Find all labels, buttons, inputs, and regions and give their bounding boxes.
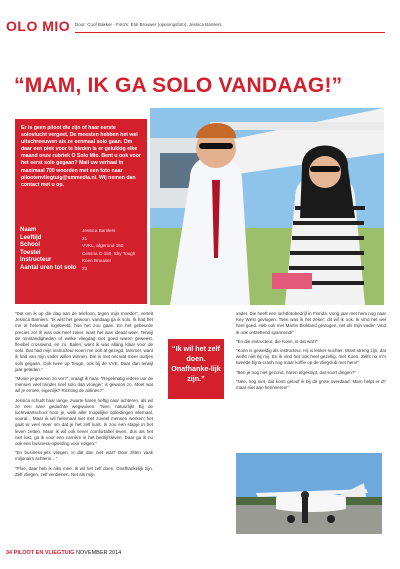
byline: Door: Coof Bakker · Foto's: Erik Brouwer (openingsfoto), Jessica Bamlers <box>75 22 222 27</box>
fact-label: Toestel <box>20 249 41 256</box>
fact-row <box>20 257 142 265</box>
header-rule <box>75 32 385 33</box>
aircraft-photo <box>236 453 382 534</box>
intro-box: Er is geen piloot die zijn of haar eerste solovlucht vergeet. De meesten hebben het wel uitschreeuwen als ze eenmaal solo gaan. Om daar een plek voor te bieden is er gelukkig elke maand onze rubriek O Solo Mio. Bent u ook voor het eerst solo gegaan? Mail uw verhaal in maximaal 700 woorden met een foto naar pilootenvliegtuig@xmmedia.nl. Wij nemen dan contact met u op. <box>15 119 147 225</box>
fact-row <box>20 235 142 243</box>
fact-value: 21 <box>82 235 88 241</box>
fact-label: Instructeur <box>20 257 52 264</box>
issue-date: NOVEMBER 2014 <box>76 550 122 556</box>
fact-row <box>20 227 142 235</box>
fact-value: 23 <box>82 265 88 271</box>
paragraph: “Dat om ik op die dag aan de telefoon, tegen mijn moeder”, vertelt Jessica Bamlers. “Ik wist het gewoon, vandaag ga ik solo. Ik had het me al helemaal ingebeeld, hoe het zou gaan. En het gebeurde precies zo! Ik was ook heel zeker, want het was ideaal weer. Terwijl de omstandigheden of welke vliegdag niet goed waren geweest, flexibel crosswind, en zo. Balen, want ik was allang klaar voor de solo. Dat had mijn instructeur Koen me ook al gezegd, tammer, want ik had van mijn vader willen winnen. Die is met net wat meer uurtjes solo gegaan. Ook twee op Teuge, ook bij de VVK. Daar dan terwijl jaar geleden.” <box>15 311 153 372</box>
fact-label: School <box>20 242 41 249</box>
paragraph: “Nee, nog niet, dat komt geloof ik bij de grote overdaad. Mam helpt er d'r maar niet aan herinneren!” <box>236 378 386 391</box>
paragraph: “Ben je nog niet gezond, haren afgeknipt, dat soort dingen?” <box>236 369 356 375</box>
section-title: OLO MIO <box>6 18 71 34</box>
fact-value: Cessna C-150, Sky Tough <box>82 250 136 256</box>
fact-label: Leeftijd <box>20 234 42 241</box>
paragraph: vader. Die heeft een luchtfotobedrijf in Florida. Vorig jaar met hem nog naar Key West gevlogen. Toen was ik het zeker: dit wil ik ook. Ik vind het wel heel goed. Heb ook met Martin Blokland gevlogen, net als mijn vader. Vind ik ook ontzettend spannend!” <box>236 311 386 335</box>
body-column-right <box>236 311 386 394</box>
page-number: 34 <box>6 550 13 556</box>
body-column-left <box>15 311 153 481</box>
paragraph: “Koen is geweldig als instructeur. Hij is lekker nuchter. Want streng zijn, dat werkt niet bij mij. En ik vind het ook heel gezellig, met Koen. Zelfs na m'n tweede bijna-crash nog maar koffie op de vliegclub met hem!” <box>236 348 386 366</box>
paragraph: “Mooie je gewoon zo ver?”, vraagt ik haar. “Regelmatig iedere uur de mensen veel minder snel solo dan vroeger; is gewoon zo. Moet wat wil je ermee, eigenlijk? Richting de airlines?” <box>15 376 153 394</box>
fact-row <box>20 265 142 273</box>
headline: “MAM, IK GA SOLO VANDAAG!” <box>14 74 343 97</box>
pull-quote: “Ik wil het zelf doen. Onafhanke-lijk zijn.” <box>168 339 224 399</box>
paragraph: Jessica schudt haar lange, zwarte haren heftig naar achteren, als wil ze een nare gedachte wegwuiven. “Nee, natuurlijk! Bij de luchtvaartschool hoor je, welk aller mogelijke opleidingen allemaal, vooral... Maar ik wil helemaal niet met zoveel mensen werken; het gaat er veel meer om dat je het zelf kunt. Ik zou een stapje in het leven zetten. Maar ik wil ook liever comfortabel leven, dus als het niet lukt, ga ik voor een carrière in het bedrijfsleven. Daar ga ik nu ook een business-opleiding voor volgen.” <box>15 397 153 447</box>
page-footer <box>6 550 121 556</box>
fact-label: Naam <box>20 227 37 233</box>
fact-value: Jessica Bamlers <box>82 228 116 233</box>
paragraph: “En die instructeur, die Koen, is dat wat?” <box>236 338 319 344</box>
paragraph: “Pfoe, daar heb ik niks mee. Ik wil het zelf doen. Onafhankelijk zijn. Zelf vliegen, zelf verdienen. Net als mijn <box>15 465 153 477</box>
paragraph: “En business-jets vliegen, is dat dan niet wat? Door zitten vaak miljonairs achterin…” <box>15 450 153 462</box>
fact-value: VVKL, afgerond 150 <box>82 243 124 249</box>
fact-label: Aantal uren tot solo <box>20 264 77 271</box>
magazine-name: PILOOT EN VLIEGTUIG <box>13 550 75 556</box>
opening-photo <box>150 108 384 305</box>
fact-row <box>20 250 142 258</box>
fact-value: Koen Brouwer <box>82 258 112 264</box>
facts-box <box>15 224 147 304</box>
fact-row <box>20 242 142 250</box>
